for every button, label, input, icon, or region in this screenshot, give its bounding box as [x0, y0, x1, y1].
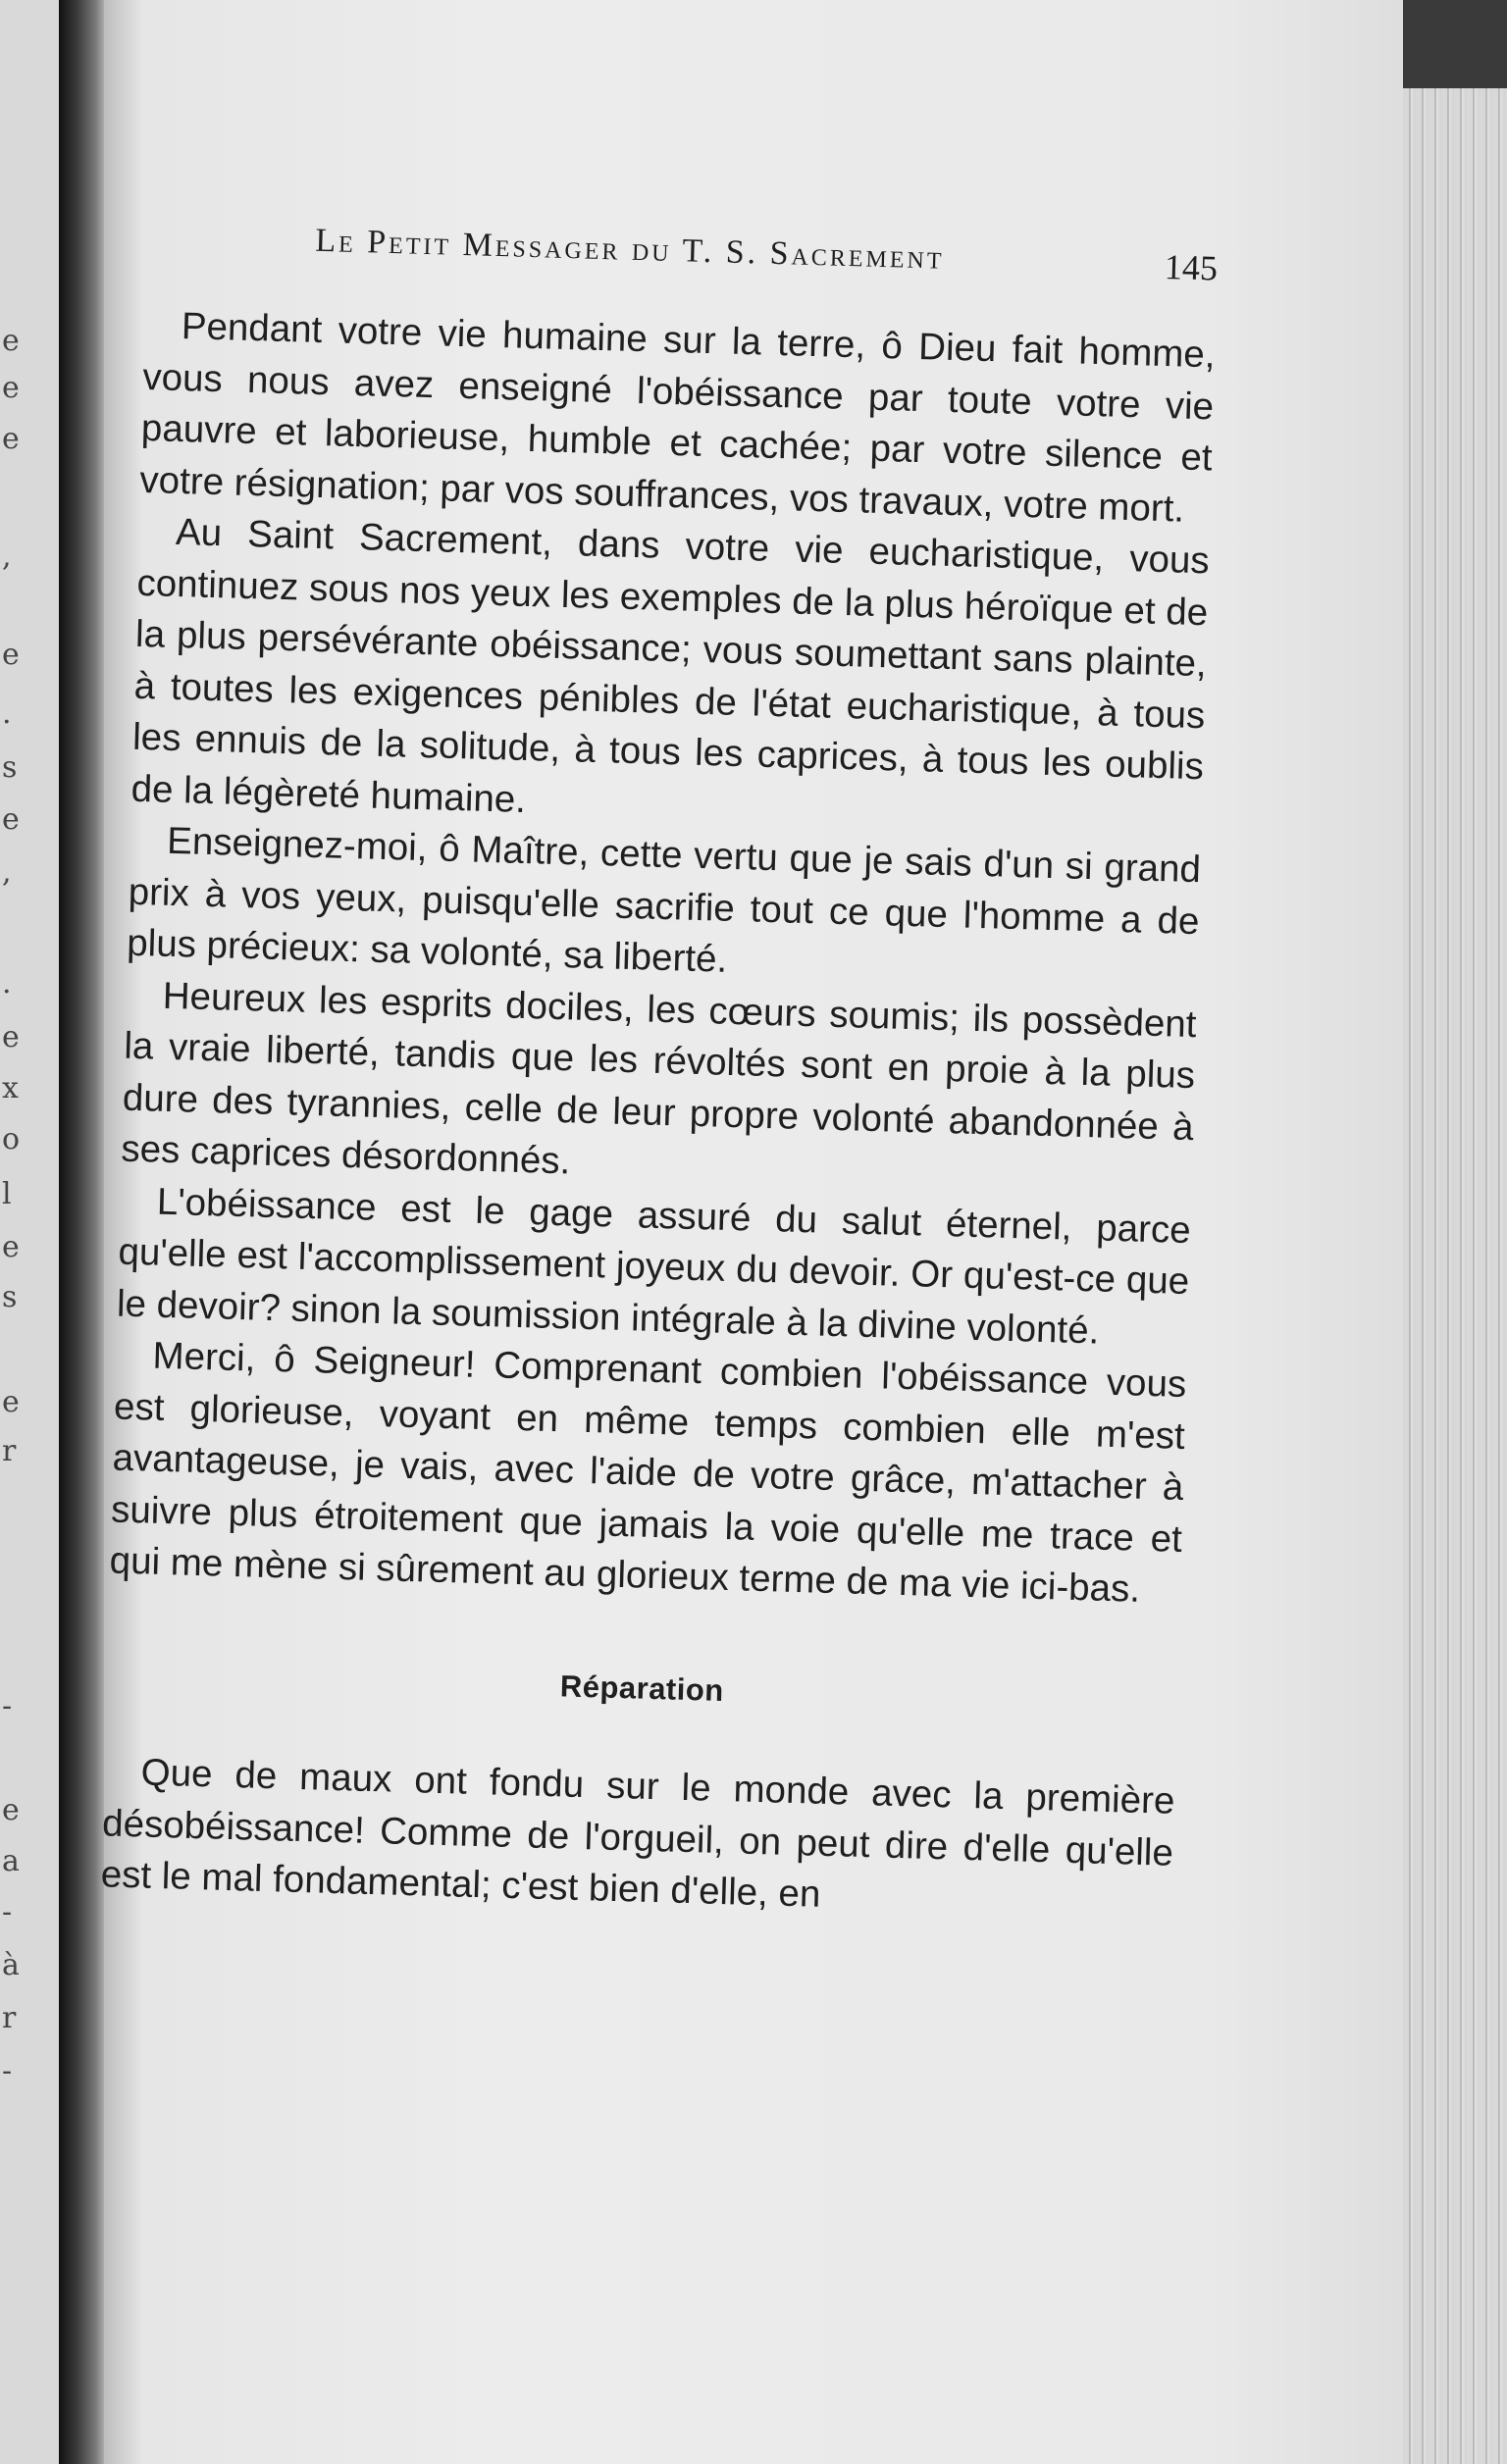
left-page-fragment: e — [2, 324, 20, 358]
paragraph: Pendant votre vie humaine sur la terre, ô Dieu fait homme, vous nous avez enseigné l'obéissance par toute votre vie pauvre et laborieuse, humble et cachée; par votre silence et votre résignation; par vos souffrances, vos travaux, votre mort. — [138, 305, 1217, 531]
paragraph: Enseignez-moi, ô Maître, cette vertu que je sais d'un si grand prix à vos yeux, puisqu'elle sacrifie tout ce que l'homme a de plus précieux: sa volonté, sa liberté. — [126, 819, 1202, 981]
section-heading: Réparation — [559, 1668, 725, 1708]
left-page-fragment: e — [2, 1385, 20, 1419]
left-page-fragment: a — [2, 1844, 20, 1878]
left-page-fragment: e — [2, 371, 20, 405]
left-page-fragment: r — [2, 1434, 17, 1468]
left-page-fragment: e — [2, 638, 20, 672]
left-page-fragment: x — [2, 1071, 19, 1105]
left-page-fragment: . — [2, 966, 12, 1001]
left-page-fragment: . — [2, 696, 12, 731]
left-page-fragment: s — [2, 1280, 18, 1314]
paragraph: Merci, ô Seigneur! Comprenant combien l'obéissance vous est glorieuse, voyant en même temps combien elle m'est avantageuse, je vais, avec l'aide de votre grâce, m'attacher à suivre plus étroitement que jamais la voie qu'elle me trace et qui me mène si sûrement au glorieux terme de ma vie ici-bas. — [109, 1334, 1187, 1611]
page-number: 145 — [1164, 246, 1219, 288]
page-text-block — [100, 218, 1219, 1930]
left-page-fragment: o — [2, 1122, 21, 1156]
background-top-right — [1403, 0, 1507, 88]
left-page-fragment: - — [2, 1689, 13, 1723]
left-page-fragment: , — [2, 855, 12, 890]
left-page-fragment: , — [2, 539, 12, 574]
book-gutter — [59, 0, 104, 2464]
left-page-fragment: e — [2, 1230, 20, 1264]
left-page-fragment: e — [2, 802, 20, 837]
left-page-fragment: - — [2, 2054, 13, 2088]
left-page-fragment: l — [2, 1177, 12, 1211]
left-page-fragment: - — [2, 1895, 13, 1929]
paragraph: Heureux les esprits dociles, les cœurs soumis; ils possèdent la vraie liberté, tandis que les révoltés sont en proie à la plus dure des tyrannies, celle de leur propre volonté abandonnée à ses caprices désordonnés. — [120, 974, 1198, 1183]
body-text — [100, 300, 1216, 1930]
running-head-title: Le Petit Messager du T. S. Sacrement — [314, 222, 946, 277]
left-page-fragment: e — [2, 1793, 20, 1827]
left-page-fragment: e — [2, 422, 20, 456]
left-page-edge — [0, 0, 59, 2464]
paragraph: L'obéissance est le gage assuré du salut éternel, parce qu'elle est l'accomplissement joyeux du devoir. Or qu'est-ce que le devoir? sinon la soumission intégrale à la divine volonté. — [116, 1180, 1192, 1353]
paragraph: Que de maux ont fondu sur le monde avec la première désobéissance! Comme de l'orgueil, on peut dire d'elle qu'elle est le mal fondamental; c'est bien d'elle, en — [100, 1751, 1175, 1916]
left-page-fragment: s — [2, 750, 18, 785]
left-page-fragment: à — [2, 1948, 20, 1982]
left-page-fragment: r — [2, 2001, 17, 2035]
page-fore-edge — [1403, 88, 1507, 2464]
left-page-fragment: e — [2, 1020, 20, 1054]
paragraph: Au Saint Sacrement, dans votre vie eucharistique, vous continuez sous nos yeux les exemples de la plus héroïque et de la plus persévérante obéissance; vous soumettant sans plainte, à toutes les exigences pénibles de l'état eucharistique, à tous les ennuis de la solitude, à tous les caprices, à tous les oublis de la légèreté humaine. — [130, 510, 1211, 821]
